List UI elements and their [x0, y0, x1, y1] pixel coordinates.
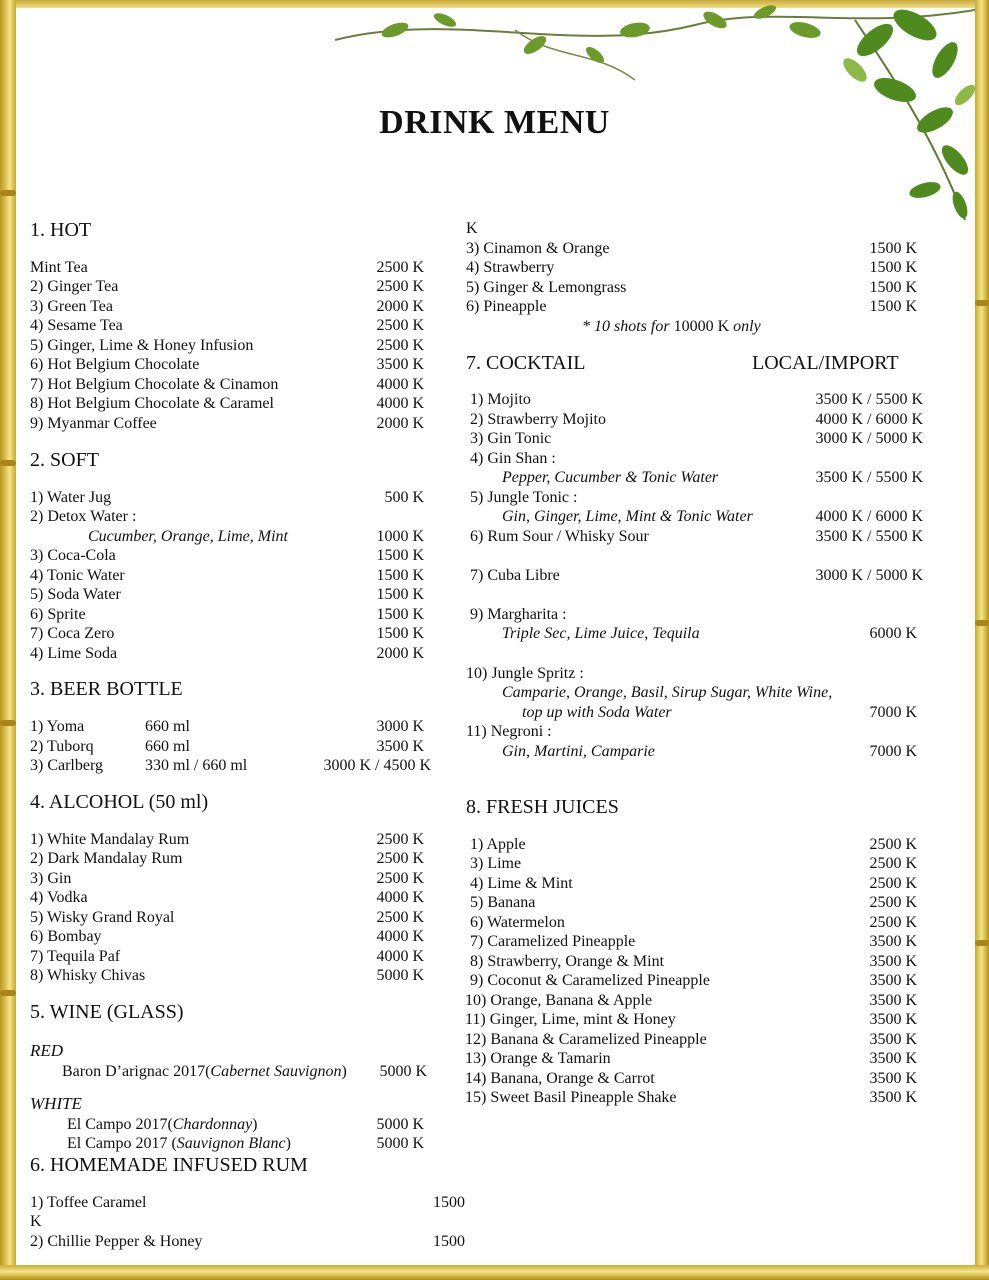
item-price: 3500 K / 5500 K [815, 469, 923, 486]
menu-item: 2) Chillie Pepper & Honey [30, 1233, 203, 1250]
menu-item: 6) Rum Sour / Whisky Sour [470, 528, 649, 545]
rum-shots-note: * 10 shots for 10000 K only [582, 318, 761, 335]
menu-item: 7) Hot Belgium Chocolate & Cinamon [30, 376, 279, 393]
item-price: 1500 K [376, 547, 424, 564]
menu-item: 4) Tonic Water [30, 567, 125, 584]
menu-item: El Campo 2017(Chardonnay) [67, 1116, 258, 1133]
item-price: 2500 K [869, 836, 917, 853]
menu-item: 5) Banana [470, 894, 536, 911]
item-price: 3500 K [869, 1031, 917, 1048]
item-price: 4000 K [376, 376, 424, 393]
menu-item: 11) Negroni : [466, 723, 552, 740]
wine-white-label: WHITE [30, 1094, 82, 1113]
item-price: 3500 K / 5500 K [815, 391, 923, 408]
item-price: 2500 K [376, 337, 424, 354]
menu-item: Baron D’arignac 2017(Cabernet Sauvignon) [62, 1063, 347, 1080]
menu-item: 5) Ginger, Lime & Honey Infusion [30, 337, 254, 354]
menu-item: 12) Banana & Caramelized Pineapple [465, 1031, 707, 1048]
item-price: 2500 K [869, 914, 917, 931]
menu-item: 10) Orange, Banana & Apple [465, 992, 653, 1009]
menu-item: 6) Bombay [30, 928, 102, 945]
menu-item: 5) Jungle Tonic : [470, 489, 578, 506]
item-size: 660 ml [145, 738, 190, 755]
item-price: 3500 K [869, 992, 917, 1009]
item-price: 2500 K [376, 850, 424, 867]
bamboo-node [0, 720, 16, 726]
menu-item: 1) Water Jug [30, 489, 112, 506]
menu-item: 15) Sweet Basil Pineapple Shake [465, 1089, 677, 1106]
menu-item: 7) Cuba Libre [470, 567, 560, 584]
item-description: Gin, Martini, Camparie [502, 743, 655, 760]
menu-item: 9) Margharita : [470, 606, 567, 623]
bamboo-frame-bottom [0, 1265, 989, 1280]
bamboo-node [975, 300, 989, 306]
item-price: 3500 K [869, 1050, 917, 1067]
menu-item: 3) Carlberg [30, 757, 104, 774]
bamboo-node [0, 190, 16, 196]
menu-item: 1) Mojito [470, 391, 531, 408]
bamboo-node [0, 990, 16, 996]
menu-item: 2) Tuborq [30, 738, 94, 755]
menu-item: 4) Lime Soda [30, 645, 118, 662]
menu-item: 5) Soda Water [30, 586, 121, 603]
menu-item: 3) Coca-Cola [30, 547, 116, 564]
item-price: 7000 K [869, 704, 917, 721]
page-title: DRINK MENU [379, 104, 610, 141]
item-price: 3500 K [869, 953, 917, 970]
menu-item: 3) Gin Tonic [470, 430, 552, 447]
item-price: 1500 K [376, 586, 424, 603]
item-size: 660 ml [145, 718, 190, 735]
item-price: 1500 K [869, 259, 917, 276]
item-price: 2500 K [376, 278, 424, 295]
bamboo-frame-right [975, 0, 989, 1280]
menu-item: 11) Ginger, Lime, mint & Honey [465, 1011, 676, 1028]
item-description: Triple Sec, Lime Juice, Tequila [502, 625, 700, 642]
item-price: 5000 K [376, 1116, 424, 1133]
item-price: 1500 K [869, 298, 917, 315]
section-heading-juices: 8. FRESH JUICES [466, 796, 619, 818]
menu-item: 8) Whisky Chivas [30, 967, 146, 984]
menu-item: 2) Strawberry Mojito [470, 411, 606, 428]
menu-item: 3) Lime [470, 855, 522, 872]
item-price: 4000 K [376, 928, 424, 945]
item-description: top up with Soda Water [522, 704, 672, 721]
item-price: 1500 K [376, 606, 424, 623]
menu-item: El Campo 2017 (Sauvignon Blanc) [67, 1135, 291, 1152]
item-price: 2500 K [869, 894, 917, 911]
menu-item: K [466, 220, 478, 237]
item-description: Cucumber, Orange, Lime, Mint [88, 528, 288, 545]
section-heading-cocktail: 7. COCKTAIL [466, 352, 586, 374]
item-price: 5000 K [379, 1063, 427, 1080]
wine-red-label: RED [30, 1041, 64, 1060]
item-price: 3500 K [869, 972, 917, 989]
item-description: Pepper, Cucumber & Tonic Water [502, 469, 719, 486]
menu-item: 1) Toffee Caramel [30, 1194, 147, 1211]
item-price: 2000 K [376, 298, 424, 315]
menu-item: 4) Gin Shan : [470, 450, 556, 467]
menu-item: 7) Coca Zero [30, 625, 115, 642]
item-price: 2500 K [376, 831, 424, 848]
item-description: Gin, Ginger, Lime, Mint & Tonic Water [502, 508, 753, 525]
item-price: 2500 K [376, 870, 424, 887]
section-heading-hot: 1. HOT [30, 219, 92, 241]
section-heading-beer: 3. BEER BOTTLE [30, 678, 183, 700]
item-price: 1500 K [869, 240, 917, 257]
menu-item: Mint Tea [30, 259, 88, 276]
menu-item: 1) Apple [470, 836, 526, 853]
item-price: 1500 K [376, 625, 424, 642]
item-price: 7000 K [869, 743, 917, 760]
item-price: 1500 [433, 1194, 465, 1211]
item-price: 3500 K [869, 1011, 917, 1028]
item-price: 1000 K [376, 528, 424, 545]
menu-item: K [30, 1213, 42, 1230]
menu-item: 4) Lime & Mint [470, 875, 573, 892]
item-size: 330 ml / 660 ml [145, 757, 248, 774]
item-price: 5000 K [376, 967, 424, 984]
menu-item: 1) Yoma [30, 718, 85, 735]
menu-item: 13) Orange & Tamarin [465, 1050, 611, 1067]
menu-item: 3) Cinamon & Orange [466, 240, 610, 257]
menu-item: 3) Green Tea [30, 298, 113, 315]
item-price: 3500 K [376, 738, 424, 755]
item-price: 3500 K [869, 933, 917, 950]
menu-item: 10) Jungle Spritz : [466, 665, 584, 682]
menu-item: 4) Strawberry [466, 259, 555, 276]
item-price: 500 K [384, 489, 424, 506]
item-price: 3500 K [376, 356, 424, 373]
menu-item: 8) Strawberry, Orange & Mint [470, 953, 665, 970]
bamboo-node [0, 460, 16, 466]
menu-item: 4) Sesame Tea [30, 317, 123, 334]
item-price: 5000 K [376, 1135, 424, 1152]
cocktail-local-import-label: LOCAL/IMPORT [752, 352, 899, 374]
item-price: 3500 K [869, 1070, 917, 1087]
item-price: 4000 K [376, 395, 424, 412]
menu-item: 5) Wisky Grand Royal [30, 909, 175, 926]
item-price: 2500 K [869, 855, 917, 872]
item-price: 4000 K [376, 889, 424, 906]
item-price: 6000 K [869, 625, 917, 642]
item-price: 3000 K / 4500 K [323, 757, 431, 774]
menu-item: 6) Hot Belgium Chocolate [30, 356, 200, 373]
menu-item: 6) Sprite [30, 606, 86, 623]
item-price: 2500 K [376, 909, 424, 926]
item-price: 2500 K [376, 259, 424, 276]
item-price: 2500 K [869, 875, 917, 892]
menu-item: 7) Tequila Paf [30, 948, 121, 965]
menu-item: 2) Dark Mandalay Rum [30, 850, 183, 867]
section-heading-alcohol: 4. ALCOHOL (50 ml) [30, 791, 209, 813]
item-price: 1500 K [869, 279, 917, 296]
item-price: 2000 K [376, 645, 424, 662]
item-price: 3000 K [376, 718, 424, 735]
item-price: 3500 K [869, 1089, 917, 1106]
item-price: 4000 K / 6000 K [815, 508, 923, 525]
item-price: 2000 K [376, 415, 424, 432]
item-price: 1500 K [376, 567, 424, 584]
menu-item: 1) White Mandalay Rum [30, 831, 190, 848]
item-price: 4000 K / 6000 K [815, 411, 923, 428]
menu-item: 2) Ginger Tea [30, 278, 119, 295]
menu-item: 9) Myanmar Coffee [30, 415, 157, 432]
menu-item: 9) Coconut & Caramelized Pineapple [470, 972, 710, 989]
item-price: 2500 K [376, 317, 424, 334]
item-price: 4000 K [376, 948, 424, 965]
menu-item: 8) Hot Belgium Chocolate & Caramel [30, 395, 274, 412]
bamboo-node [975, 940, 989, 946]
menu-item: 14) Banana, Orange & Carrot [465, 1070, 655, 1087]
section-heading-rum: 6. HOMEMADE INFUSED RUM [30, 1154, 308, 1176]
menu-item: 6) Pineapple [466, 298, 547, 315]
menu-item: 2) Detox Water : [30, 508, 137, 525]
menu-item: 6) Watermelon [470, 914, 565, 931]
section-heading-wine: 5. WINE (GLASS) [30, 1001, 184, 1023]
menu-item: 5) Ginger & Lemongrass [466, 279, 627, 296]
section-heading-soft: 2. SOFT [30, 449, 99, 471]
menu-item: 4) Vodka [30, 889, 88, 906]
item-price: 1500 [433, 1233, 465, 1250]
menu-item: 7) Caramelized Pineapple [470, 933, 636, 950]
item-price: 3000 K / 5000 K [815, 430, 923, 447]
item-price: 3000 K / 5000 K [815, 567, 923, 584]
item-description: Camparie, Orange, Basil, Sirup Sugar, White Wine, [502, 684, 833, 701]
item-price: 3500 K / 5500 K [815, 528, 923, 545]
menu-item: 3) Gin [30, 870, 72, 887]
bamboo-node [975, 620, 989, 626]
